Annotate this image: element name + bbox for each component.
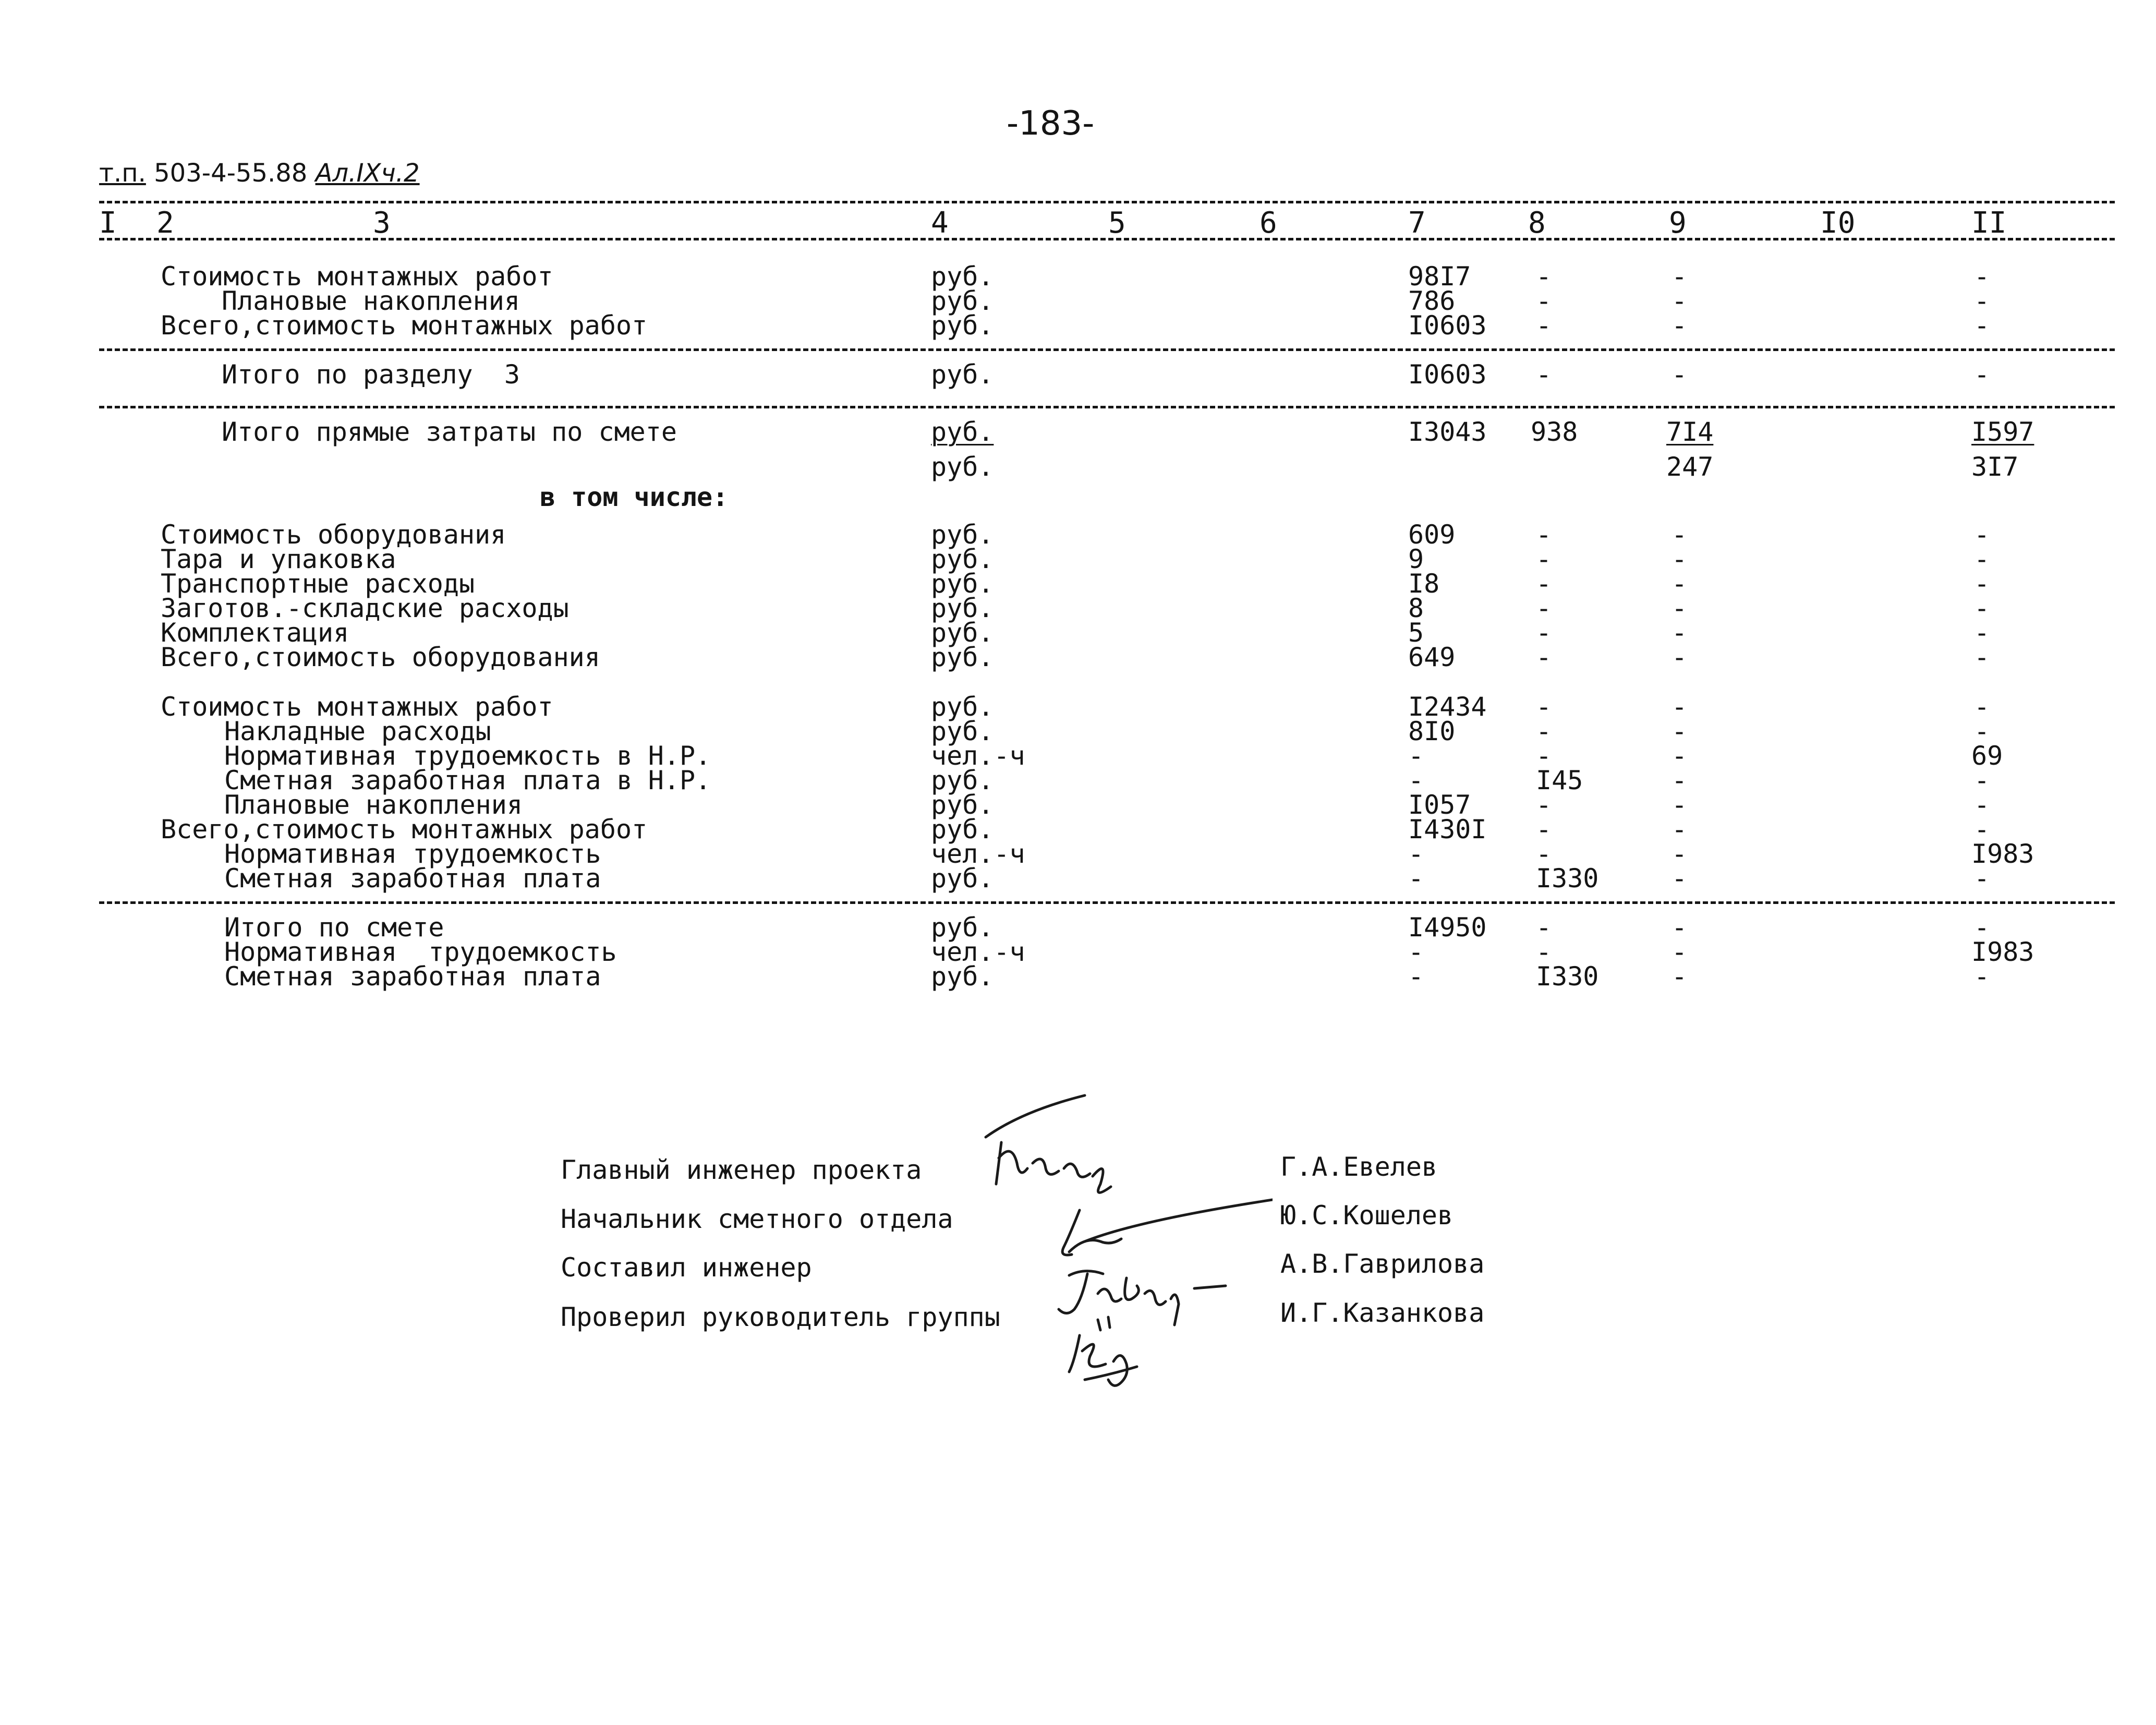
signature-group-lead <box>1069 1317 1137 1385</box>
row-unit: руб. <box>931 642 994 672</box>
row-col11: - <box>1974 642 1990 672</box>
table-row <box>0 286 2156 316</box>
row-label: Итого прямые затраты по смете <box>222 417 677 447</box>
row-col7: I430I <box>1408 814 1487 845</box>
row-unit: руб. <box>931 544 994 574</box>
table-row <box>0 593 2156 623</box>
row-label: Стоимость монтажных работ <box>161 692 553 722</box>
table-row <box>0 839 2156 869</box>
row-col11: - <box>1974 765 1990 795</box>
column-header-5: 5 <box>1108 206 1126 240</box>
signature-role: Начальник сметного отдела <box>561 1204 953 1234</box>
row-unit: руб. <box>931 765 994 795</box>
row-col9: - <box>1671 912 1688 943</box>
table-row <box>0 452 2156 482</box>
row-subheading: в том числе: <box>540 482 729 512</box>
row-label: Плановые накопления <box>222 286 520 316</box>
row-label: Тара и упаковка <box>161 544 396 574</box>
signature-name: И.Г.Казанкова <box>1280 1298 1485 1328</box>
column-header-7: 7 <box>1408 206 1426 240</box>
row-col8: - <box>1536 359 1552 390</box>
row-col11: - <box>1974 261 1990 292</box>
row-col9: - <box>1671 839 1688 869</box>
row-label: Итого по смете <box>224 912 444 943</box>
header-top-rule <box>99 201 2115 203</box>
row-unit: руб. <box>931 814 994 845</box>
row-col7: I2434 <box>1408 692 1487 722</box>
row-unit: руб. <box>931 593 994 623</box>
row-col8: - <box>1536 741 1552 771</box>
row-unit: руб. <box>931 863 994 894</box>
row-col11: - <box>1974 790 1990 820</box>
row-col9: - <box>1671 814 1688 845</box>
row-col9: - <box>1671 593 1688 623</box>
row-col8: - <box>1536 839 1552 869</box>
row-col7: I3043 <box>1408 417 1487 447</box>
table-row <box>0 741 2156 771</box>
column-header-10: I0 <box>1820 206 1856 240</box>
row-col11: I983 <box>1971 937 2034 967</box>
table-row <box>0 863 2156 894</box>
signature-engineer <box>1059 1271 1226 1325</box>
row-col11: I983 <box>1971 839 2034 869</box>
row-col11: - <box>1974 520 1990 550</box>
row-col9: - <box>1671 741 1688 771</box>
row-col8: I330 <box>1536 863 1599 894</box>
column-header-6: 6 <box>1259 206 1277 240</box>
row-col7: I8 <box>1408 569 1440 599</box>
row-col9: - <box>1671 520 1688 550</box>
row-unit: руб. <box>931 261 994 292</box>
column-header-2: 2 <box>156 206 174 240</box>
row-label: Сметная заработная плата в Н.Р. <box>224 765 711 795</box>
table-row <box>0 359 2156 390</box>
header-bottom-rule <box>99 238 2115 240</box>
row-col8: - <box>1536 544 1552 574</box>
row-col8: - <box>1536 692 1552 722</box>
table-row <box>0 912 2156 943</box>
row-col8: - <box>1536 261 1552 292</box>
row-col11: - <box>1974 569 1990 599</box>
row-col9: - <box>1671 790 1688 820</box>
doc-album: Ал.IXч.2 <box>315 159 420 188</box>
row-label: Всего,стоимость монтажных работ <box>161 310 648 341</box>
row-col8: - <box>1536 716 1552 746</box>
row-col9: - <box>1671 716 1688 746</box>
row-col7: - <box>1408 765 1424 795</box>
row-col7: I0603 <box>1408 310 1487 341</box>
column-header-1: I <box>99 206 117 240</box>
row-unit: руб. <box>931 912 994 943</box>
row-col9: 7I4 <box>1666 417 1714 447</box>
doc-series: т.п. <box>99 159 146 188</box>
column-header-3: 3 <box>373 206 391 240</box>
row-label: Транспортные расходы <box>161 569 475 599</box>
row-col11: - <box>1974 544 1990 574</box>
row-col7: - <box>1408 937 1424 967</box>
row-col9: - <box>1671 937 1688 967</box>
row-col11: - <box>1974 814 1990 845</box>
row-col11: - <box>1974 912 1990 943</box>
row-col7: I4950 <box>1408 912 1487 943</box>
row-unit: руб. <box>931 310 994 341</box>
row-col11: - <box>1974 593 1990 623</box>
row-col11: 3I7 <box>1971 452 2019 482</box>
table-row <box>0 692 2156 722</box>
row-col7: - <box>1408 961 1424 992</box>
row-col9: - <box>1671 961 1688 992</box>
row-unit: руб. <box>931 618 994 648</box>
signature-role: Главный инженер проекта <box>561 1155 922 1185</box>
table-row <box>0 520 2156 550</box>
row-col7: 786 <box>1408 286 1456 316</box>
row-col8: - <box>1536 520 1552 550</box>
row-unit: руб. <box>931 417 994 447</box>
row-col8: - <box>1536 912 1552 943</box>
row-col11: 69 <box>1971 741 2003 771</box>
row-col8: - <box>1536 310 1552 341</box>
row-label: Всего,стоимость оборудования <box>161 642 600 672</box>
row-col11: - <box>1974 310 1990 341</box>
row-col8: I330 <box>1536 961 1599 992</box>
row-col7: 9 <box>1408 544 1424 574</box>
row-unit: руб. <box>931 359 994 390</box>
signature-name: А.В.Гаврилова <box>1280 1249 1485 1279</box>
handwritten-signatures <box>980 1080 1273 1393</box>
doc-code: 503-4-55.88 <box>154 159 308 188</box>
row-col7: - <box>1408 863 1424 894</box>
row-col8: 938 <box>1531 417 1578 447</box>
row-unit: руб. <box>931 692 994 722</box>
table-row <box>0 765 2156 795</box>
signature-name: Ю.С.Кошелев <box>1280 1200 1454 1231</box>
row-col7: I0603 <box>1408 359 1487 390</box>
table-row <box>0 544 2156 574</box>
column-header-4: 4 <box>931 206 949 240</box>
table-row <box>0 482 2156 512</box>
table-row <box>0 814 2156 845</box>
table-row <box>0 417 2156 447</box>
row-unit: чел.-ч <box>931 741 1025 771</box>
row-label: Комплектация <box>161 618 349 648</box>
row-col7: I057 <box>1408 790 1471 820</box>
row-unit: руб. <box>931 569 994 599</box>
column-header-9: 9 <box>1669 206 1687 240</box>
row-unit: чел.-ч <box>931 839 1025 869</box>
row-label: Сметная заработная плата <box>224 961 601 992</box>
row-label: Нормативная трудоемкость в Н.Р. <box>224 741 711 771</box>
row-col9: - <box>1671 765 1688 795</box>
row-col7: 609 <box>1408 520 1456 550</box>
signature-name: Г.А.Евелев <box>1280 1152 1438 1182</box>
row-col9: - <box>1671 642 1688 672</box>
row-col8: - <box>1536 790 1552 820</box>
row-col8: - <box>1536 618 1552 648</box>
row-col11: - <box>1974 286 1990 316</box>
row-col11: - <box>1974 716 1990 746</box>
row-col7: 8 <box>1408 593 1424 623</box>
signature-role: Проверил руководитель группы <box>561 1302 1000 1332</box>
row-label: Сметная заработная плата <box>224 863 601 894</box>
table-row <box>0 569 2156 599</box>
row-col8: - <box>1536 642 1552 672</box>
row-unit: руб. <box>931 286 994 316</box>
row-col7: 8I0 <box>1408 716 1456 746</box>
row-col9: - <box>1671 286 1688 316</box>
row-label: Нормативная трудоемкость <box>224 937 617 967</box>
table-row <box>0 618 2156 648</box>
row-col11: - <box>1974 863 1990 894</box>
row-col11: - <box>1974 692 1990 722</box>
row-label: Плановые накопления <box>224 790 523 820</box>
table-row <box>0 310 2156 341</box>
row-col8: - <box>1536 937 1552 967</box>
row-col9: - <box>1671 692 1688 722</box>
row-unit: руб. <box>931 716 994 746</box>
table-row <box>0 261 2156 292</box>
row-col9: - <box>1671 618 1688 648</box>
row-col7: - <box>1408 839 1424 869</box>
signature-role: Составил инженер <box>561 1252 812 1283</box>
row-col7: - <box>1408 741 1424 771</box>
row-label: Заготов.-складские расходы <box>161 593 569 623</box>
row-col8: - <box>1536 286 1552 316</box>
row-unit: чел.-ч <box>931 937 1025 967</box>
row-unit: руб. <box>931 452 994 482</box>
row-unit: руб. <box>931 790 994 820</box>
table-row <box>0 937 2156 967</box>
section-divider <box>99 901 2115 904</box>
row-col8: I45 <box>1536 765 1583 795</box>
row-col11: - <box>1974 961 1990 992</box>
row-label: Накладные расходы <box>224 716 491 746</box>
row-col9: 247 <box>1666 452 1714 482</box>
column-header-8: 8 <box>1528 206 1546 240</box>
row-col8: - <box>1536 569 1552 599</box>
row-label: Нормативная трудоемкость <box>224 839 601 869</box>
row-col7: 5 <box>1408 618 1424 648</box>
row-label: Итого по разделу 3 <box>222 359 520 390</box>
section-divider <box>99 406 2115 408</box>
row-label: Стоимость монтажных работ <box>161 261 553 292</box>
row-col9: - <box>1671 310 1688 341</box>
table-row <box>0 716 2156 746</box>
page-number: -183- <box>1007 104 1095 143</box>
row-col11: I597 <box>1971 417 2034 447</box>
row-col9: - <box>1671 569 1688 599</box>
row-col8: - <box>1536 593 1552 623</box>
column-header-11: II <box>1971 206 2007 240</box>
signature-chief-engineer <box>986 1095 1111 1192</box>
row-col8: - <box>1536 814 1552 845</box>
row-label: Всего,стоимость монтажных работ <box>161 814 648 845</box>
row-col9: - <box>1671 863 1688 894</box>
row-col9: - <box>1671 544 1688 574</box>
table-row <box>0 790 2156 820</box>
row-unit: руб. <box>931 520 994 550</box>
doc-reference <box>99 161 420 186</box>
section-divider <box>99 348 2115 351</box>
row-col11: - <box>1974 359 1990 390</box>
row-col11: - <box>1974 618 1990 648</box>
row-col7: 649 <box>1408 642 1456 672</box>
signature-estimate-head <box>1062 1200 1273 1255</box>
row-col7: 98I7 <box>1408 261 1471 292</box>
table-row <box>0 961 2156 992</box>
table-row <box>0 642 2156 672</box>
row-label: Стоимость оборудования <box>161 520 506 550</box>
row-col9: - <box>1671 261 1688 292</box>
row-unit: руб. <box>931 961 994 992</box>
row-col9: - <box>1671 359 1688 390</box>
